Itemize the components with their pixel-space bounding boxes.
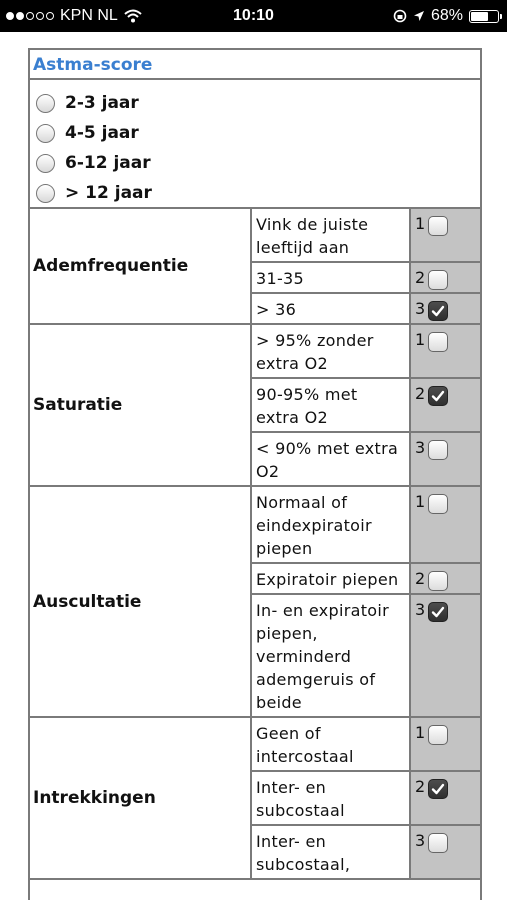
criterion-text: Normaal of eindexpiratoir piepen: [252, 487, 411, 562]
group-label: Ademfrequentie: [30, 209, 252, 323]
score-checkbox[interactable]: [428, 494, 448, 514]
criterion-text: Inter- en subcostaal: [252, 772, 411, 824]
score-value: 3: [415, 600, 426, 619]
score-cell: [411, 263, 480, 292]
score-value: 1: [415, 330, 426, 349]
checkmark-icon: [431, 304, 445, 318]
score-value: 1: [415, 214, 426, 233]
score-table: [30, 209, 480, 880]
score-row: [252, 487, 480, 564]
form-title: Astma-score: [30, 50, 480, 80]
group-rows: [252, 487, 480, 716]
score-row: [252, 325, 480, 379]
age-option-label: 2-3 jaar: [65, 93, 139, 113]
rotation-lock-icon: [393, 9, 407, 23]
score-checkbox[interactable]: [428, 301, 448, 321]
age-option[interactable]: [30, 178, 480, 208]
score-value: 1: [415, 492, 426, 511]
score-row: [252, 379, 480, 433]
status-bar: [0, 0, 507, 32]
criterion-text: Geen of intercostaal: [252, 718, 411, 770]
group-rows: [252, 718, 480, 878]
score-row: [252, 564, 480, 595]
score-row: [252, 595, 480, 716]
score-value: 3: [415, 299, 426, 318]
status-right: [393, 7, 499, 25]
score-row: [252, 263, 480, 294]
score-value: 3: [415, 438, 426, 457]
score-value: 1: [415, 723, 426, 742]
score-checkbox[interactable]: [428, 602, 448, 622]
score-cell: [411, 487, 480, 562]
clock: 10:10: [233, 7, 274, 24]
score-value: 2: [415, 268, 426, 287]
score-checkbox[interactable]: [428, 779, 448, 799]
group-label: Auscultatie: [30, 487, 252, 716]
score-cell: [411, 209, 480, 261]
criterion-text: Vink de juiste leeftijd aan: [252, 209, 411, 261]
score-cell: [411, 294, 480, 323]
criterion-text: In- en expiratoir piepen, verminderd ademgeruis of beide: [252, 595, 411, 716]
score-cell: [411, 379, 480, 431]
score-checkbox[interactable]: [428, 725, 448, 745]
battery-icon: [469, 10, 499, 23]
score-cell: [411, 564, 480, 593]
age-radio-button[interactable]: [36, 154, 55, 173]
age-radio-button[interactable]: [36, 124, 55, 143]
score-value: 2: [415, 384, 426, 403]
criterion-text: Inter- en subcostaal,: [252, 826, 411, 878]
score-checkbox[interactable]: [428, 571, 448, 591]
group-label: Saturatie: [30, 325, 252, 485]
score-checkbox[interactable]: [428, 440, 448, 460]
group-label: Intrekkingen: [30, 718, 252, 878]
score-cell: [411, 826, 480, 878]
criterion-text: > 95% zonder extra O2: [252, 325, 411, 377]
score-checkbox[interactable]: [428, 216, 448, 236]
score-cell: [411, 718, 480, 770]
carrier-name: KPN NL: [60, 7, 118, 24]
score-checkbox[interactable]: [428, 833, 448, 853]
criterion-text: Expiratoir piepen: [252, 564, 411, 593]
age-option-label: > 12 jaar: [65, 183, 152, 203]
score-checkbox[interactable]: [428, 332, 448, 352]
score-row: [252, 209, 480, 263]
checkmark-icon: [431, 782, 445, 796]
score-group: [30, 487, 480, 718]
checkmark-icon: [431, 605, 445, 619]
age-option-label: 4-5 jaar: [65, 123, 139, 143]
age-radio-button[interactable]: [36, 184, 55, 203]
age-option[interactable]: [30, 148, 480, 178]
score-row: [252, 826, 480, 878]
battery-percentage: 68%: [430, 7, 463, 24]
score-cell: [411, 433, 480, 485]
age-option[interactable]: [30, 88, 480, 118]
criterion-text: 31-35: [252, 263, 411, 292]
score-cell: [411, 325, 480, 377]
score-cell: [411, 595, 480, 716]
location-arrow-icon: [413, 10, 425, 22]
score-row: [252, 772, 480, 826]
age-option-label: 6-12 jaar: [65, 153, 151, 173]
group-rows: [252, 325, 480, 485]
score-value: 2: [415, 569, 426, 588]
group-rows: [252, 209, 480, 323]
score-row: [252, 718, 480, 772]
age-radio-button[interactable]: [36, 94, 55, 113]
score-group: [30, 325, 480, 487]
criterion-text: > 36: [252, 294, 411, 323]
score-cell: [411, 772, 480, 824]
criterion-text: < 90% met extra O2: [252, 433, 411, 485]
score-row: [252, 433, 480, 485]
age-option[interactable]: [30, 118, 480, 148]
score-group: [30, 718, 480, 880]
score-value: 2: [415, 777, 426, 796]
asthma-score-form: [28, 48, 482, 900]
score-checkbox[interactable]: [428, 386, 448, 406]
score-value: 3: [415, 831, 426, 850]
score-group: [30, 209, 480, 325]
checkmark-icon: [431, 389, 445, 403]
criterion-text: 90-95% met extra O2: [252, 379, 411, 431]
score-checkbox[interactable]: [428, 270, 448, 290]
age-options: [30, 80, 480, 209]
score-row: [252, 294, 480, 323]
